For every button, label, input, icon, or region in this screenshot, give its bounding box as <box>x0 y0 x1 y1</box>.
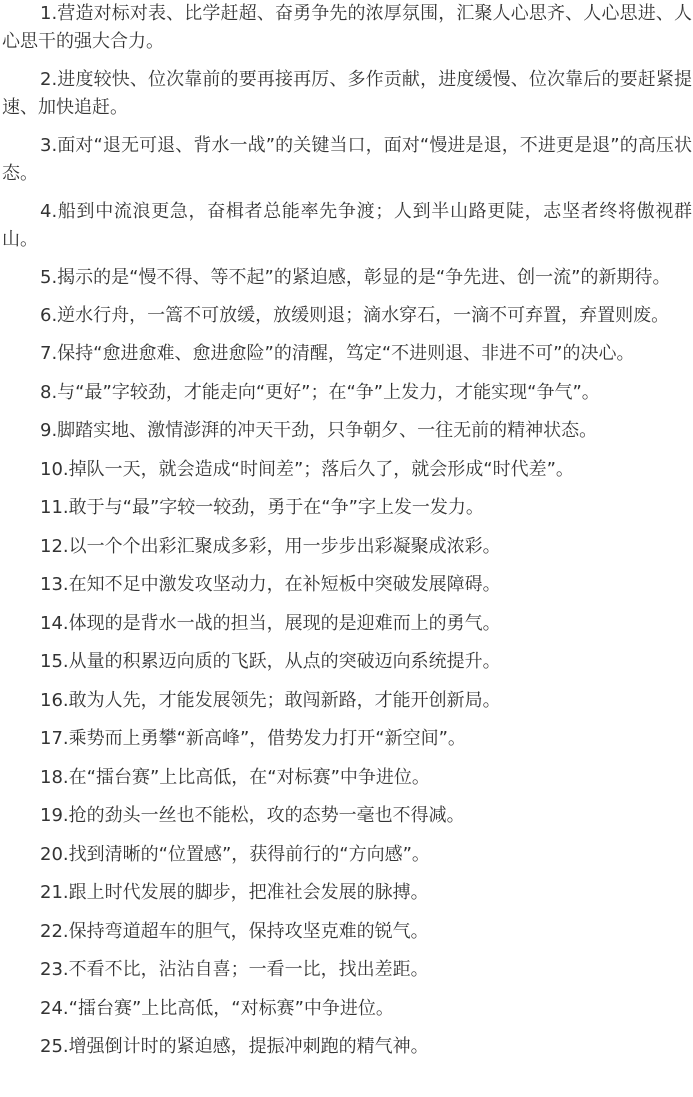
paragraph-12: 12.以一个个出彩汇聚成多彩，用一步步出彩凝聚成浓彩。 <box>40 535 501 557</box>
paragraph-9: 9.脚踏实地、激情澎湃的冲天干劲，只争朝夕、一往无前的精神状态。 <box>40 420 598 441</box>
paragraph-23: 23.不看不比，沾沾自喜；一看一比，找出差距。 <box>40 959 429 980</box>
document-body <box>2 0 692 1072</box>
paragraph-13: 13.在知不足中激发攻坚动力，在补短板中突破发展障碍。 <box>40 574 501 595</box>
paragraph-25: 25.增强倒计时的紧迫感，提振冲刺跑的精气神。 <box>40 1036 429 1057</box>
paragraph-1: 1.营造对标对表、比学赶超、奋勇争先的浓厚氛围，汇聚人心思齐、人心思进、人心思干的强大合力。 <box>2 3 692 52</box>
paragraph-15: 15.从量的积累迈向质的飞跃，从点的突破迈向系统提升。 <box>40 651 501 672</box>
paragraph-11: 11.敢于与“最”字较一较劲，勇于在“争”字上发一发力。 <box>40 497 484 518</box>
paragraph-18: 18.在“擂台赛”上比高低，在“对标赛”中争进位。 <box>40 766 430 788</box>
paragraph-8: 8.与“最”字较劲，才能走向“更好”；在“争”上发力，才能实现“争气”。 <box>40 381 600 403</box>
paragraph-14: 14.体现的是背水一战的担当，展现的是迎难而上的勇气。 <box>40 612 501 634</box>
paragraph-19: 19.抢的劲头一丝也不能松，攻的态势一毫也不得减。 <box>40 805 465 826</box>
paragraph-2: 2.进度较快、位次靠前的要再接再厉、多作贡献，进度缓慢、位次靠后的要赶紧提速、加快追赶。 <box>2 69 692 118</box>
paragraph-16: 16.敢为人先，才能发展领先；敢闯新路，才能开创新局。 <box>40 689 501 711</box>
paragraph-4: 4.船到中流浪更急，奋楫者总能率先争渡；人到半山路更陡，志坚者终将傲视群山。 <box>2 201 692 250</box>
paragraph-17: 17.乘势而上勇攀“新高峰”，借势发力打开“新空间”。 <box>40 728 466 749</box>
paragraph-7: 7.保持“愈进愈难、愈进愈险”的清醒，笃定“不进则退、非进不可”的决心。 <box>40 343 635 364</box>
paragraph-24: 24.“擂台赛”上比高低，“对标赛”中争进位。 <box>40 997 394 1019</box>
paragraph-21: 21.跟上时代发展的脚步，把准社会发展的脉搏。 <box>40 882 429 903</box>
paragraph-5: 5.揭示的是“慢不得、等不起”的紧迫感，彰显的是“争先进、创一流”的新期待。 <box>40 267 671 288</box>
paragraph-6: 6.逆水行舟，一篙不可放缓，放缓则退；滴水穿石，一滴不可弃置，弃置则废。 <box>40 305 670 326</box>
paragraph-20: 20.找到清晰的“位置感”，获得前行的“方向感”。 <box>40 843 430 865</box>
paragraph-10: 10.掉队一天，就会造成“时间差”；落后久了，就会形成“时代差”。 <box>40 458 574 480</box>
paragraph-22: 22.保持弯道超车的胆气，保持攻坚克难的锐气。 <box>40 920 429 942</box>
paragraph-3: 3.面对“退无可退、背水一战”的关键当口，面对“慢进是退，不进更是退”的高压状态。 <box>2 135 692 184</box>
